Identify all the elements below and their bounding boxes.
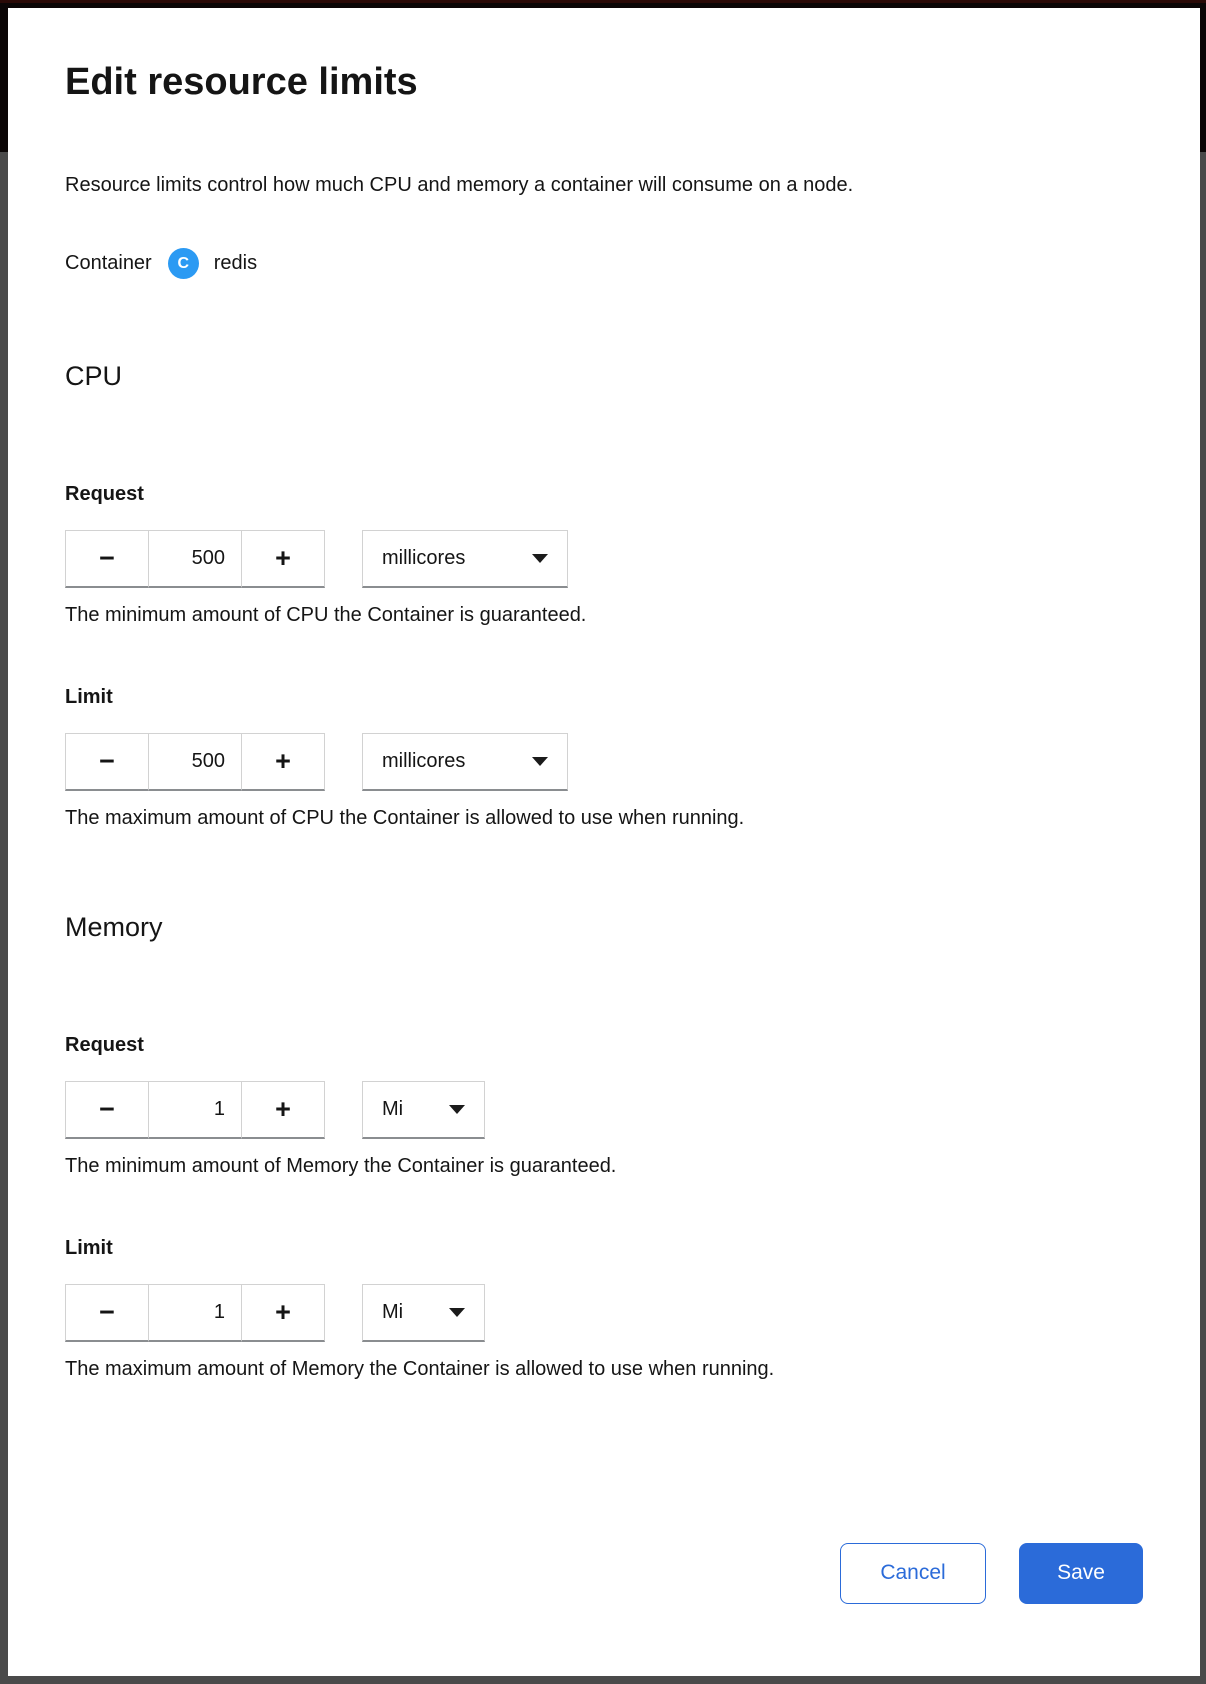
cpu-limit-stepper [65,733,325,791]
memory-request-decrement-button[interactable]: − [65,1081,149,1139]
modal-footer [65,1543,1143,1604]
cpu-request-help-text: The minimum amount of CPU the Container is guaranteed. [65,603,587,626]
caret-down-icon [449,1308,465,1317]
cpu-limit-increment-button[interactable]: + [241,733,325,791]
memory-request-input[interactable] [148,1081,242,1139]
cpu-request-decrement-button[interactable]: − [65,530,149,588]
modal-title: Edit resource limits [65,61,418,103]
memory-limit-field [65,1284,1143,1342]
cpu-limit-field [65,733,1143,791]
cpu-request-unit-value: millicores [382,546,466,569]
memory-limit-decrement-button[interactable]: − [65,1284,149,1342]
cpu-request-unit-select[interactable] [362,530,568,588]
container-kind-badge-icon: C [168,248,199,279]
cpu-limit-unit-value: millicores [382,749,466,772]
cpu-request-increment-button[interactable]: + [241,530,325,588]
edit-resource-limits-modal [8,8,1200,1676]
cpu-limit-help-text: The maximum amount of CPU the Container is allowed to use when running. [65,806,745,829]
caret-down-icon [532,554,548,563]
cpu-limit-input[interactable] [148,733,242,791]
save-button[interactable]: Save [1019,1543,1143,1604]
memory-request-unit-select[interactable] [362,1081,485,1139]
memory-request-stepper [65,1081,325,1139]
cpu-request-label: Request [65,482,144,505]
memory-limit-help-text: The maximum amount of Memory the Container is allowed to use when running. [65,1357,775,1380]
memory-limit-stepper [65,1284,325,1342]
memory-request-unit-value: Mi [382,1097,404,1120]
cpu-request-stepper [65,530,325,588]
container-row [65,248,1143,280]
cancel-button[interactable]: Cancel [840,1543,986,1604]
section-heading-cpu: CPU [65,360,123,391]
memory-limit-increment-button[interactable]: + [241,1284,325,1342]
memory-limit-unit-select[interactable] [362,1284,485,1342]
cpu-limit-unit-select[interactable] [362,733,568,791]
modal-description: Resource limits control how much CPU and memory a container will consume on a node. [65,173,854,196]
section-heading-memory: Memory [65,911,163,942]
memory-limit-label: Limit [65,1236,113,1259]
memory-request-label: Request [65,1033,144,1056]
memory-request-increment-button[interactable]: + [241,1081,325,1139]
caret-down-icon [449,1105,465,1114]
memory-request-help-text: The minimum amount of Memory the Container is guaranteed. [65,1154,617,1177]
cpu-request-field [65,530,1143,588]
container-label: Container [65,252,152,275]
cpu-limit-label: Limit [65,685,113,708]
caret-down-icon [532,757,548,766]
container-name: redis [213,252,258,275]
cpu-limit-decrement-button[interactable]: − [65,733,149,791]
memory-limit-unit-value: Mi [382,1300,404,1323]
memory-request-field [65,1081,1143,1139]
memory-limit-input[interactable] [148,1284,242,1342]
cpu-request-input[interactable] [148,530,242,588]
